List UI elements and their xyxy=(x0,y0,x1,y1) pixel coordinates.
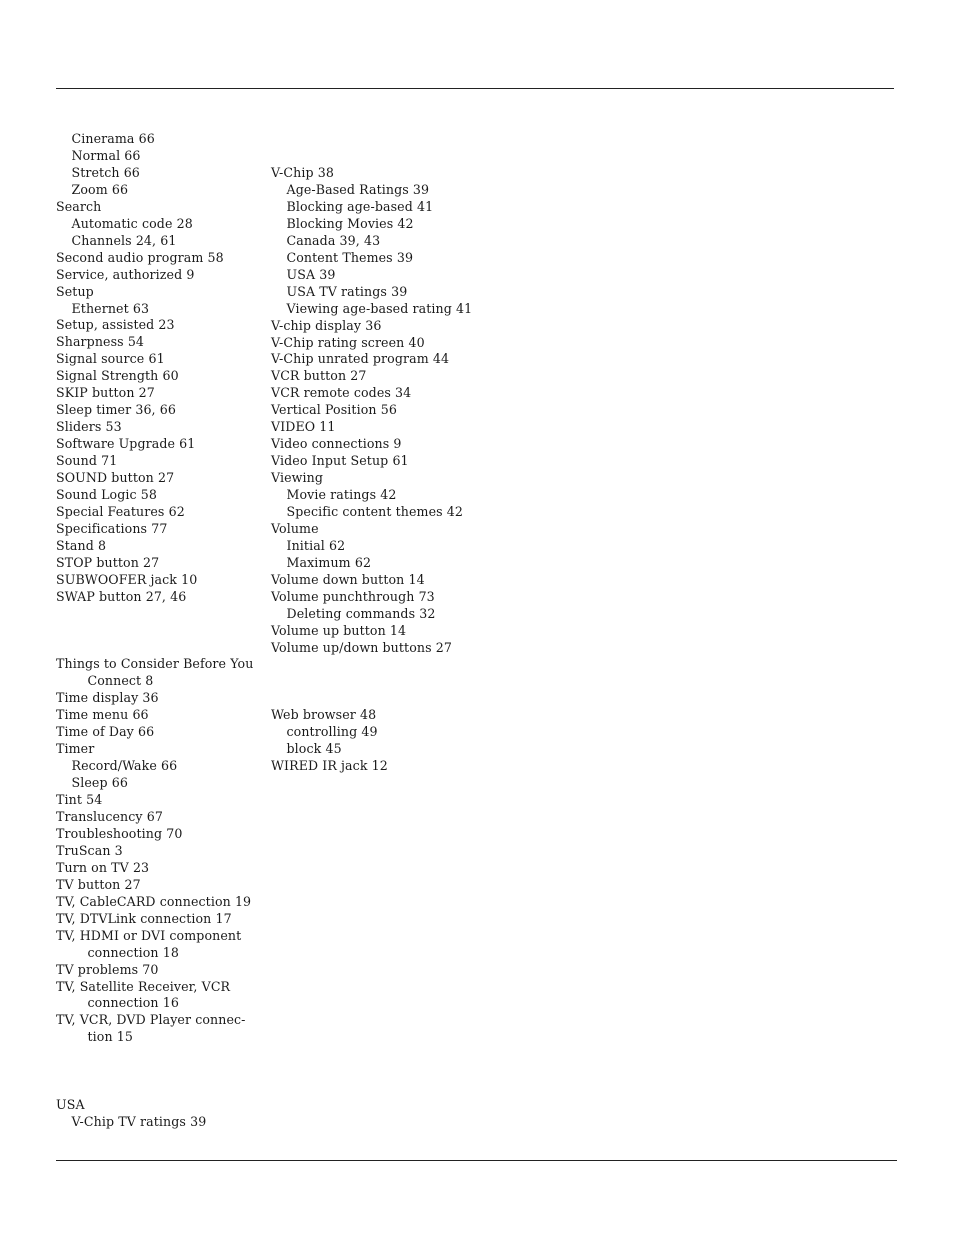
index-entry: Timer xyxy=(56,741,95,757)
index-entry: Volume punchthrough 73 xyxy=(271,588,435,604)
index-entry: block 45 xyxy=(286,741,342,757)
index-entry: Things to Consider Before You xyxy=(56,656,254,672)
index-entry: Specifications 77 xyxy=(56,520,168,536)
index-entry: Viewing xyxy=(271,470,324,486)
index-entry: Setup, assisted 23 xyxy=(56,317,175,333)
index-entry: USA 39 xyxy=(286,266,336,282)
index-entry: TV problems 70 xyxy=(56,961,159,977)
index-entry: Movie ratings 42 xyxy=(286,487,397,503)
index-entry: V-Chip rating screen 40 xyxy=(271,334,425,350)
index-entry: Record/Wake 66 xyxy=(71,758,178,774)
index-entry: Deleting commands 32 xyxy=(286,605,436,621)
index-entry: TV, VCR, DVD Player connec- xyxy=(56,1012,246,1028)
index-entry: Sleep timer 36, 66 xyxy=(56,402,176,418)
index-entry: WIRED IR jack 12 xyxy=(271,758,388,774)
index-entry: SKIP button 27 xyxy=(56,385,155,401)
index-entry: Volume down button 14 xyxy=(271,571,425,587)
index-entry: Troubleshooting 70 xyxy=(56,825,183,841)
index-entry: Video Input Setup 61 xyxy=(271,453,409,469)
index-entry: USA TV ratings 39 xyxy=(286,283,408,299)
index-entry: Second audio program 58 xyxy=(56,249,224,265)
index-entry: TV, Satellite Receiver, VCR xyxy=(56,978,231,994)
index-entry: controlling 49 xyxy=(286,724,378,740)
index-entry: Turn on TV 23 xyxy=(56,859,150,875)
index-entry: Service, authorized 9 xyxy=(56,266,195,282)
index-entry: Canada 39, 43 xyxy=(286,232,381,248)
index-entry: V-Chip TV ratings 39 xyxy=(71,1114,207,1130)
index-entry: Signal Strength 60 xyxy=(56,368,179,384)
index-entry: Sound Logic 58 xyxy=(56,486,158,502)
index-entry: Ethernet 63 xyxy=(71,300,150,316)
index-entry: Sliders 53 xyxy=(56,419,122,435)
index-entry: TV button 27 xyxy=(56,876,141,892)
index-entry: Channels 24, 61 xyxy=(71,232,177,248)
index-entry: VCR remote codes 34 xyxy=(271,385,412,401)
index-entry: Maximum 62 xyxy=(286,554,372,570)
index-entry: Translucency 67 xyxy=(56,809,163,824)
index-entry: Web browser 48 xyxy=(271,707,377,723)
index-entry: Normal 66 xyxy=(71,147,141,163)
index-entry: STOP button 27 xyxy=(56,554,160,570)
index-entry: Video connections 9 xyxy=(271,436,402,452)
index-entry: Search xyxy=(56,198,102,214)
index-entry: Initial 62 xyxy=(286,537,346,553)
index-entry: Sound 71 xyxy=(56,453,118,469)
index-entry: Blocking Movies 42 xyxy=(286,215,414,231)
index-entry: Time menu 66 xyxy=(56,707,149,723)
index-entry: Content Themes 39 xyxy=(286,249,414,265)
index-entry: Viewing age-based rating 41 xyxy=(286,300,473,316)
index-entry: Volume up/down buttons 27 xyxy=(271,639,452,655)
index-entry: Volume xyxy=(271,520,319,536)
index-entry: TruScan 3 xyxy=(56,842,123,858)
index-entry: SUBWOOFER jack 10 xyxy=(56,571,198,587)
footer-rule xyxy=(56,1160,897,1161)
index-entry: Cinerama 66 xyxy=(71,131,155,146)
index-entry: TV, DTVLink connection 17 xyxy=(56,910,232,926)
index-entry: tion 15 xyxy=(87,1029,134,1045)
index-entry: Age-Based Ratings 39 xyxy=(286,181,430,197)
index-entry: VCR button 27 xyxy=(271,368,367,384)
index-entry: Tint 54 xyxy=(56,792,103,808)
index-entry: TV, CableCARD connection 19 xyxy=(56,893,252,909)
index-entry: connection 16 xyxy=(87,995,179,1011)
index-entry: Software Upgrade 61 xyxy=(56,436,196,452)
index-entry: Specific content themes 42 xyxy=(286,504,464,519)
index-entry: Vertical Position 56 xyxy=(271,402,397,418)
index-entry: SOUND button 27 xyxy=(56,470,175,485)
index-entry: TV, HDMI or DVI component xyxy=(56,927,242,943)
index-entry: Sleep 66 xyxy=(71,775,128,791)
index-entry: Sharpness 54 xyxy=(56,334,145,350)
index-entry: Volume up button 14 xyxy=(271,622,407,638)
index-entry: Stretch 66 xyxy=(71,164,140,180)
index-entry: Signal source 61 xyxy=(56,351,165,367)
index-entry: VIDEO 11 xyxy=(271,419,336,435)
index-entry: Special Features 62 xyxy=(56,503,185,519)
index-entry: V-chip display 36 xyxy=(271,317,382,333)
index-entry: Automatic code 28 xyxy=(71,215,193,231)
index-entry: Blocking age-based 41 xyxy=(286,198,434,214)
index-entry: USA xyxy=(56,1097,85,1113)
index-entry: Time display 36 xyxy=(56,690,159,706)
index-entry: Connect 8 xyxy=(87,673,154,689)
index-entry: Time of Day 66 xyxy=(56,724,155,740)
index-entry: connection 18 xyxy=(87,944,179,960)
index-entry: SWAP button 27, 46 xyxy=(56,588,187,604)
index-entry: V-Chip 38 xyxy=(271,165,334,180)
index-entry: V-Chip unrated program 44 xyxy=(271,351,450,367)
index-entry: Stand 8 xyxy=(56,537,107,553)
index-entry: Setup xyxy=(56,283,94,299)
index-entry: Zoom 66 xyxy=(71,181,129,197)
